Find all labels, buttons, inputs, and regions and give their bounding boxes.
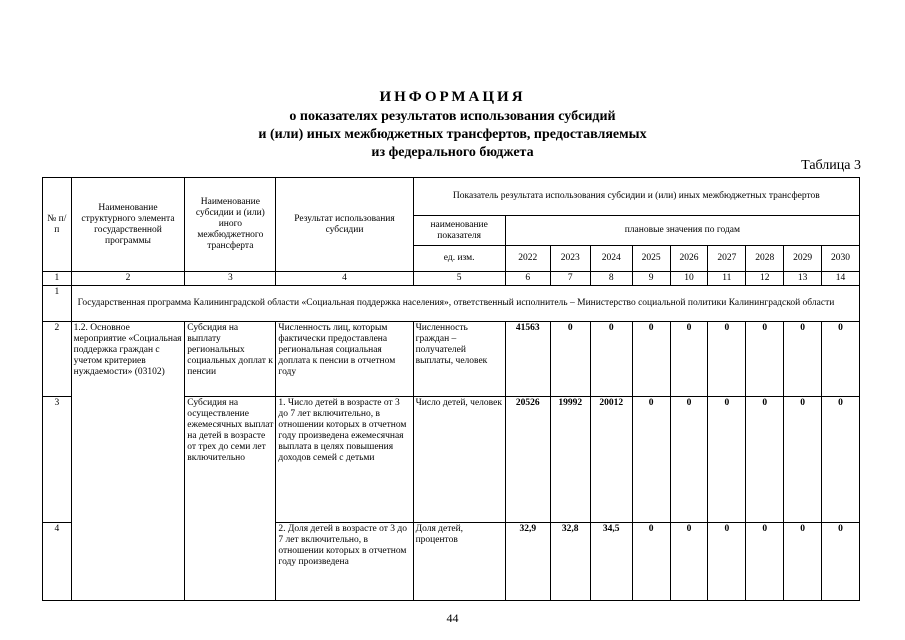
value-cell: 0 (708, 322, 746, 397)
document-subtitle-line-1: о показателях результатов использования субсидий (289, 109, 616, 124)
column-number: 7 (550, 272, 590, 286)
value-cell: 0 (784, 322, 822, 397)
document-subtitle-line-3: из федерального бюджета (371, 145, 534, 160)
table-row (43, 322, 860, 397)
row-number: 4 (43, 523, 72, 601)
value-cell: 0 (822, 523, 860, 601)
value-cell: 0 (632, 322, 670, 397)
column-number: 9 (632, 272, 670, 286)
header-program: Наименование структурного элемента государственной программы (71, 178, 185, 272)
column-number: 12 (746, 272, 784, 286)
row-number: 3 (43, 397, 72, 523)
column-number: 13 (784, 272, 822, 286)
value-cell: 0 (670, 397, 708, 523)
table-label: Таблица 3 (801, 158, 861, 173)
value-cell: 0 (632, 397, 670, 523)
header-result: Результат использования субсидии (276, 178, 413, 272)
result-cell: 1. Число детей в возрасте от 3 до 7 лет включительно, в отношении которых в отчетном году произведена ежемесячная выплата в целях повышения доходов семей с детьми (276, 397, 413, 523)
value-cell: 20012 (590, 397, 632, 523)
value-cell: 0 (746, 322, 784, 397)
indicators-table (42, 177, 860, 601)
header-year: 2025 (632, 246, 670, 272)
header-planned-values: плановые значения по годам (505, 216, 859, 246)
document-title: ИНФОРМАЦИЯ (379, 89, 526, 105)
header-row-1 (43, 178, 860, 216)
value-cell: 0 (746, 397, 784, 523)
header-year: 2027 (708, 246, 746, 272)
column-number: 11 (708, 272, 746, 286)
header-subsidy: Наименование субсидии и (или) иного межбюджетного трансферта (185, 178, 276, 272)
header-indicator-group: Показатель результата использования субсидии и (или) иных межбюджетных трансфертов (413, 178, 859, 216)
header-year: 2026 (670, 246, 708, 272)
result-cell: 2. Доля детей в возрасте от 3 до 7 лет включительно, в отношении которых в отчетном году произведена (276, 523, 413, 601)
value-cell: 0 (784, 397, 822, 523)
header-year: 2024 (590, 246, 632, 272)
indicator-cell: Доля детей, процентов (413, 523, 505, 601)
value-cell: 34,5 (590, 523, 632, 601)
value-cell: 0 (708, 397, 746, 523)
value-cell: 32,9 (505, 523, 550, 601)
column-number: 6 (505, 272, 550, 286)
value-cell: 0 (822, 397, 860, 523)
indicator-cell: Число детей, человек (413, 397, 505, 523)
value-cell: 0 (670, 523, 708, 601)
value-cell: 0 (784, 523, 822, 601)
value-cell: 0 (746, 523, 784, 601)
value-cell: 20526 (505, 397, 550, 523)
column-number: 8 (590, 272, 632, 286)
column-number: 10 (670, 272, 708, 286)
program-title: Государственная программа Калининградской области «Социальная поддержка населения», ответственный исполнитель – Министерство социальной политики Калининградской области (71, 286, 859, 322)
column-number: 5 (413, 272, 505, 286)
header-unit: ед. изм. (413, 246, 505, 272)
column-number-row (43, 272, 860, 286)
column-number: 4 (276, 272, 413, 286)
indicator-cell: Численность граждан – получателей выплаты, человек (413, 322, 505, 397)
subsidy-cell: Субсидия на выплату региональных социальных доплат к пенсии (185, 322, 276, 397)
row-number: 2 (43, 322, 72, 397)
header-year: 2030 (822, 246, 860, 272)
value-cell: 0 (708, 523, 746, 601)
column-number: 3 (185, 272, 276, 286)
column-number: 1 (43, 272, 72, 286)
program-row (43, 286, 860, 322)
value-cell: 0 (590, 322, 632, 397)
row-number: 1 (43, 286, 72, 322)
value-cell: 41563 (505, 322, 550, 397)
header-indicator-name: наименование показателя (413, 216, 505, 246)
header-year: 2028 (746, 246, 784, 272)
subsidy-cell: Субсидия на осуществление ежемесячных выплат на детей в возрасте от трех до семи лет включительно (185, 397, 276, 601)
result-cell: Численность лиц, которым фактически предоставлена региональная социальная доплата к пенсии в отчетном году (276, 322, 413, 397)
value-cell: 19992 (550, 397, 590, 523)
header-year: 2023 (550, 246, 590, 272)
value-cell: 0 (632, 523, 670, 601)
page-number: 44 (446, 611, 459, 625)
document-subtitle-line-2: и (или) иных межбюджетных трансфертов, предоставляемых (258, 127, 647, 142)
value-cell: 0 (822, 322, 860, 397)
value-cell: 32,8 (550, 523, 590, 601)
value-cell: 0 (550, 322, 590, 397)
column-number: 14 (822, 272, 860, 286)
column-number: 2 (71, 272, 185, 286)
program-element-cell: 1.2. Основное мероприятие «Социальная поддержка граждан с учетом критериев нуждаемости» (03102) (71, 322, 185, 601)
header-year: 2029 (784, 246, 822, 272)
header-year: 2022 (505, 246, 550, 272)
header-num: № п/п (43, 178, 72, 272)
value-cell: 0 (670, 322, 708, 397)
